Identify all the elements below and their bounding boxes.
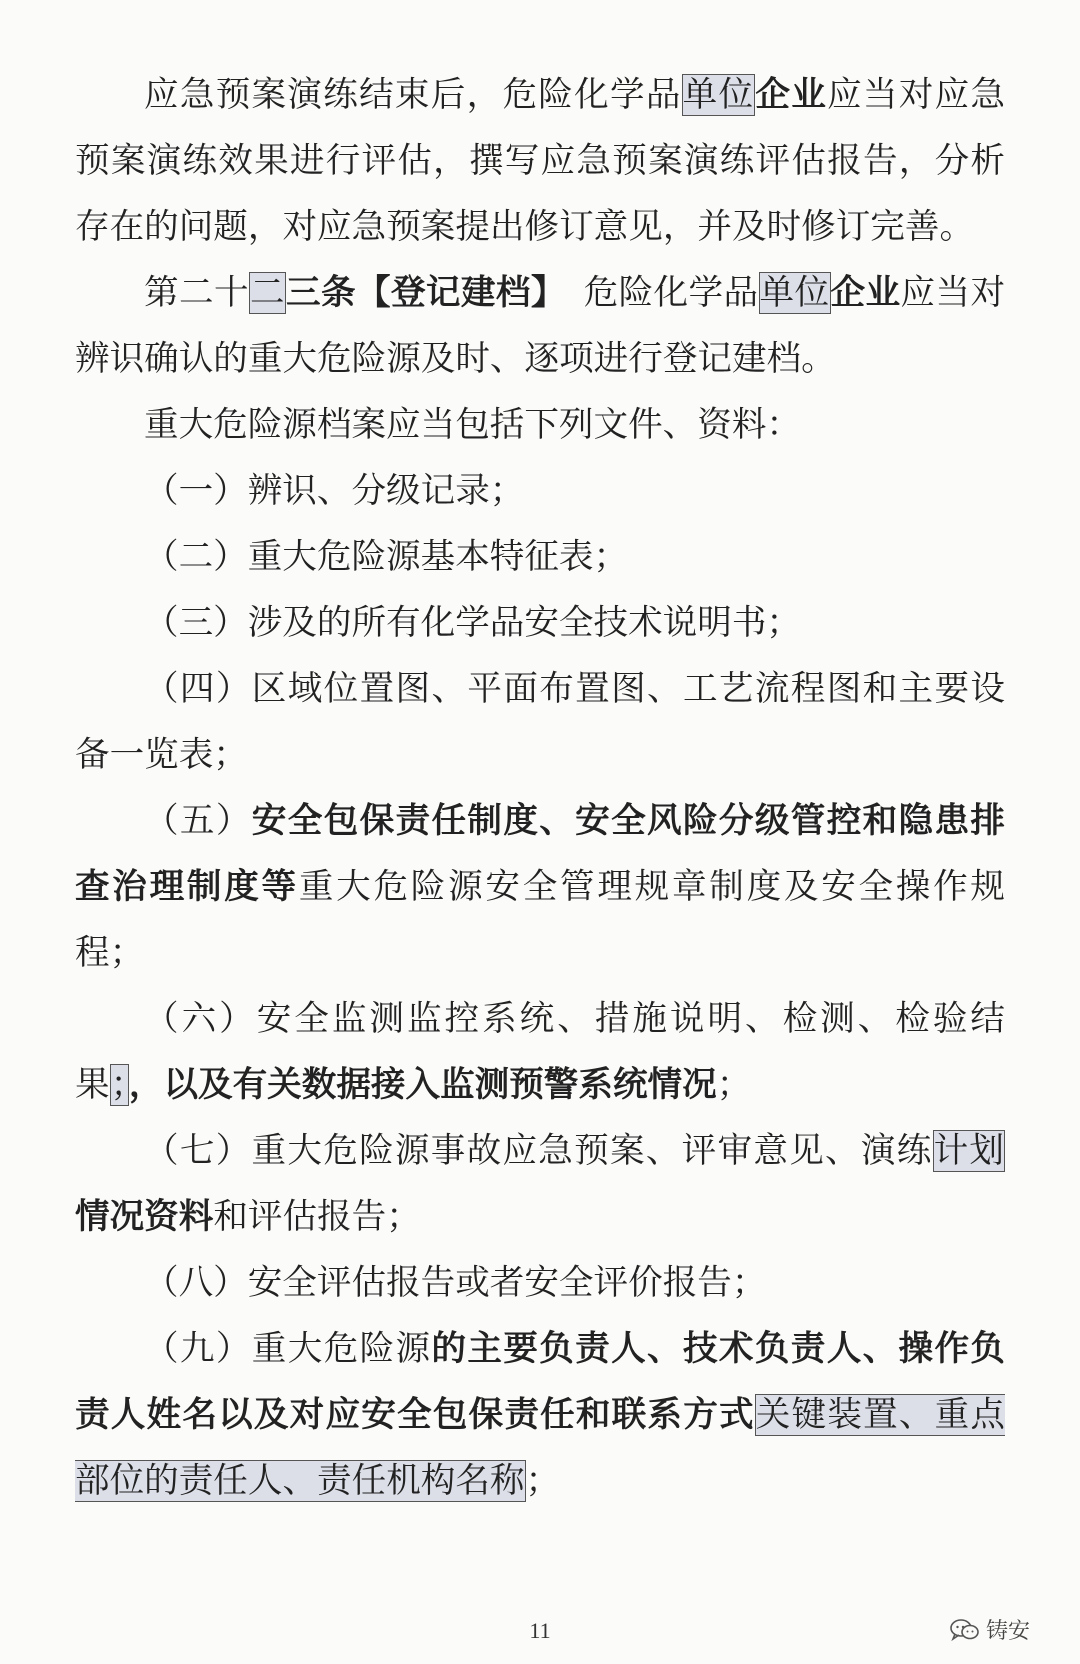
document-body [75, 62, 1005, 1514]
inserted-text: 企业 [755, 75, 828, 115]
inserted-text: 条【登记建档】 [320, 273, 549, 313]
list-item-4 [75, 656, 1005, 788]
text-run: （六）安全监测监控系统、措施说明、检测、检验结果 [75, 999, 1005, 1105]
watermark [950, 1614, 1030, 1645]
deleted-text: 二 [249, 273, 285, 313]
deleted-text: ； [110, 1065, 128, 1105]
page-number: 11 [529, 1618, 551, 1643]
list-item-5 [75, 788, 1005, 986]
text-run: 重大危险源档案应当包括下列文件、资料： [144, 405, 801, 445]
inserted-text: 的主要负责人、技术负责人、操作负责人姓名以及对应安全包保责任和联系方式 [75, 1329, 1006, 1435]
text-run: 危险化学品 [548, 273, 759, 313]
text-run: （五） [144, 801, 252, 841]
watermark-label: 铸安 [986, 1619, 1031, 1644]
wechat-icon [950, 1618, 980, 1642]
text-run: ； [716, 1065, 752, 1105]
list-item-6 [75, 986, 1005, 1118]
text-run: （九）重大危险源 [144, 1329, 432, 1369]
text-run: 和评估报告； [213, 1197, 421, 1237]
deleted-text: 关键装置、重点部位的责任人、责任机构名称 [75, 1395, 1006, 1501]
deleted-text: 单位 [759, 273, 830, 313]
text-run: 应当对应急预案演练效果进行评估，撰写应急预案演练评估报告，分析存在的问题，对应急预案提出修订意见，并及时修订完善。 [75, 75, 1006, 247]
deleted-text: 计划 [933, 1131, 1005, 1171]
text-run: （七）重大危险源事故应急预案、评审意见、演练 [144, 1131, 933, 1171]
text-run: （一）辨识、分级记录； [144, 471, 525, 511]
inserted-text: 企业 [830, 273, 901, 313]
list-item-7 [75, 1118, 1005, 1250]
deleted-text: 单位 [682, 75, 755, 115]
text-run: 应当对辨识确认的重大危险源及时、逐项进行登记建档。 [75, 273, 1006, 379]
text-run: （四）区域位置图、平面布置图、工艺流程图和主要设备一览表； [75, 669, 1005, 775]
text-run: 第二十 [144, 273, 249, 313]
list-item-2 [75, 524, 1005, 590]
text-run: ； [525, 1461, 561, 1501]
list-item-3 [75, 590, 1005, 656]
inserted-text: 情况资料 [75, 1197, 214, 1237]
text-run: 应急预案演练结束后，危险化学品 [144, 75, 682, 115]
list-item-1 [75, 458, 1005, 524]
text-run: （八）安全评估报告或者安全评价报告； [144, 1263, 767, 1303]
text-run: 重大危险源安全管理规章制度及安全操作规程； [75, 867, 1006, 973]
inserted-text: 三 [285, 273, 321, 313]
text-run: （三）涉及的所有化学品安全技术说明书； [144, 603, 801, 643]
list-item-9 [75, 1316, 1005, 1514]
paragraph-drill-evaluation [75, 62, 1005, 260]
text-run: （二）重大危险源基本特征表； [144, 537, 629, 577]
list-item-8 [75, 1250, 1005, 1316]
inserted-text: 安全包保责任制度、安全风险分级管控和隐患排查治理制度等 [75, 801, 1006, 907]
paragraph-article-23 [75, 260, 1005, 392]
paragraph-archive-intro [75, 392, 1005, 458]
inserted-text: ，以及有关数据接入监测预警系统情况 [128, 1065, 717, 1105]
